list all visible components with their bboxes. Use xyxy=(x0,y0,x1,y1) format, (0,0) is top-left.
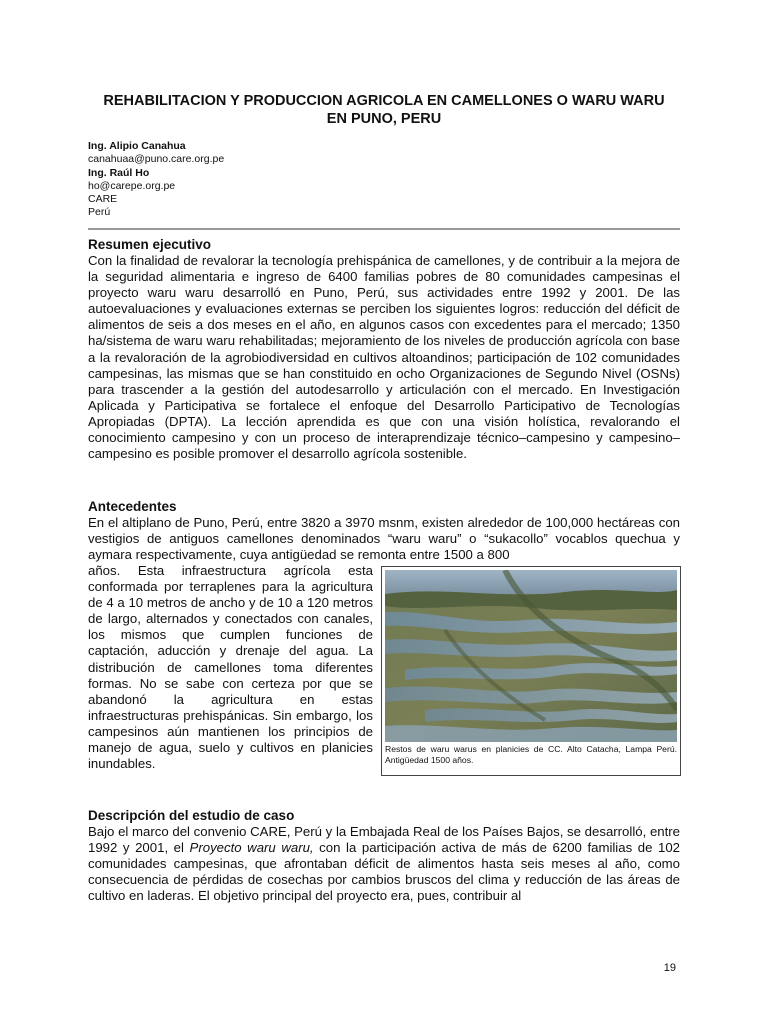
author-1-name: Ing. Alipio Canahua xyxy=(88,140,186,152)
resumen-text: Con la finalidad de revalorar la tecnología prehispánica de camellones, y de contribuir a la mejora de la seguridad alimentaria e ingreso de 6400 familias pobres de 80 comunidades campesinas el proyecto waru waru desarrolló en Puno, Perú, sus actividades entre 1992 y 2001. De las autoevaluaciones y evaluaciones externas se perciben los siguientes logros: reducción del déficit de alimentos de seis a dos meses en el año, en algunos casos con excedentes para el mercado; 1350 ha/sistema de waru waru rehabilitadas; mejoramiento de los niveles de producción agrícola con base a la revaloración de la agrobiodiversidad en cultivos altoandinos; participación de 102 comunidades campesinas, las mismas que se han constituido en ocho Organizaciones de Segundo Nivel (OSNs) para trascender a la gestión del autodesarrollo y articulación con el mercado. En Investigación Aplicada y Participativa se fortalece el enfoque del Desarrollo Participativo de Tecnologías Apropiadas (DPTA). La lección aprendida es que con una visión holística, revalorando el conocimiento campesino y con un proceso de interaprendizaje técnico–campesino y campesino–campesino es posible promover el desarrollo agrícola sostenible. xyxy=(88,253,680,462)
author-organization: CARE xyxy=(88,193,118,206)
descripcion-text-part-2: con la participación activa de más de 6200 familias de 102 comunidades campesinas, que afrontaban déficit de alimentos hasta seis meses al año, como consecuencia de pérdidas de cosechas por cambios bruscos del clima y reducción de las áreas de cultivo en laderas. El objetivo principal del proyecto era, pues, contribuir al xyxy=(88,840,681,904)
descripcion-text-part-1: Bajo el marco del convenio CARE, Perú y la Embajada Real de los Países Bajos, se desarrolló, entre 1992 y 2001, el xyxy=(88,824,680,856)
title-line-2: EN PUNO, PERU xyxy=(326,111,442,127)
descripcion-text xyxy=(88,824,680,904)
author-1-email: canahuaa@puno.care.org.pe xyxy=(88,153,225,166)
document-title xyxy=(88,92,680,128)
waru-waru-photo-figure xyxy=(381,566,681,776)
resumen-heading: Resumen ejecutivo xyxy=(88,237,212,252)
author-block xyxy=(88,140,680,220)
header-divider xyxy=(88,228,680,230)
figure-caption: Restos de waru warus en planicies de CC. Alto Catacha, Lampa Perú. Antigüedad 1500 años. xyxy=(385,744,677,765)
page-number: 19 xyxy=(663,962,676,974)
descripcion-heading: Descripción del estudio de caso xyxy=(88,808,295,823)
antecedentes-heading: Antecedentes xyxy=(88,499,177,514)
author-2-name: Ing. Raúl Ho xyxy=(88,166,150,179)
antecedentes-text-wrapped: años. Esta infraestructura agrícola esta conformada por terraplenes para la agricultura de 4 a 10 metros de ancho y de 10 a 120 metros de largo, alternados y conectados con canales, los mismos que cumplen funciones de captación, aducción y drenaje del agua. La distribución de camellones toma diferentes formas. No se sabe con certeza por que se abandonó la agricultura en estas infraestructuras prehispánicas. Sin embargo, los campesinos aún mantienen los principios de manejo de agua, suelo y cultivos en planicies inundables. xyxy=(88,563,373,772)
antecedentes-text: En el altiplano de Puno, Perú, entre 3820 a 3970 msnm, existen alrededor de 100,000 hectáreas con vestigios de antiguos camellones denominados “waru waru” o “sukacollo” vocablos quechua y aymara respectivamente, cuya antigüedad se remonta entre 1500 a 800 xyxy=(88,515,680,563)
title-line-1: REHABILITACION Y PRODUCCION AGRICOLA EN CAMELLONES O WARU WARU xyxy=(103,93,665,109)
author-country: Perú xyxy=(88,206,111,219)
author-2-email: ho@carepe.org.pe xyxy=(88,179,176,192)
project-name-emphasis: Proyecto waru waru, xyxy=(189,840,314,856)
waru-waru-aerial-photo xyxy=(385,570,677,742)
